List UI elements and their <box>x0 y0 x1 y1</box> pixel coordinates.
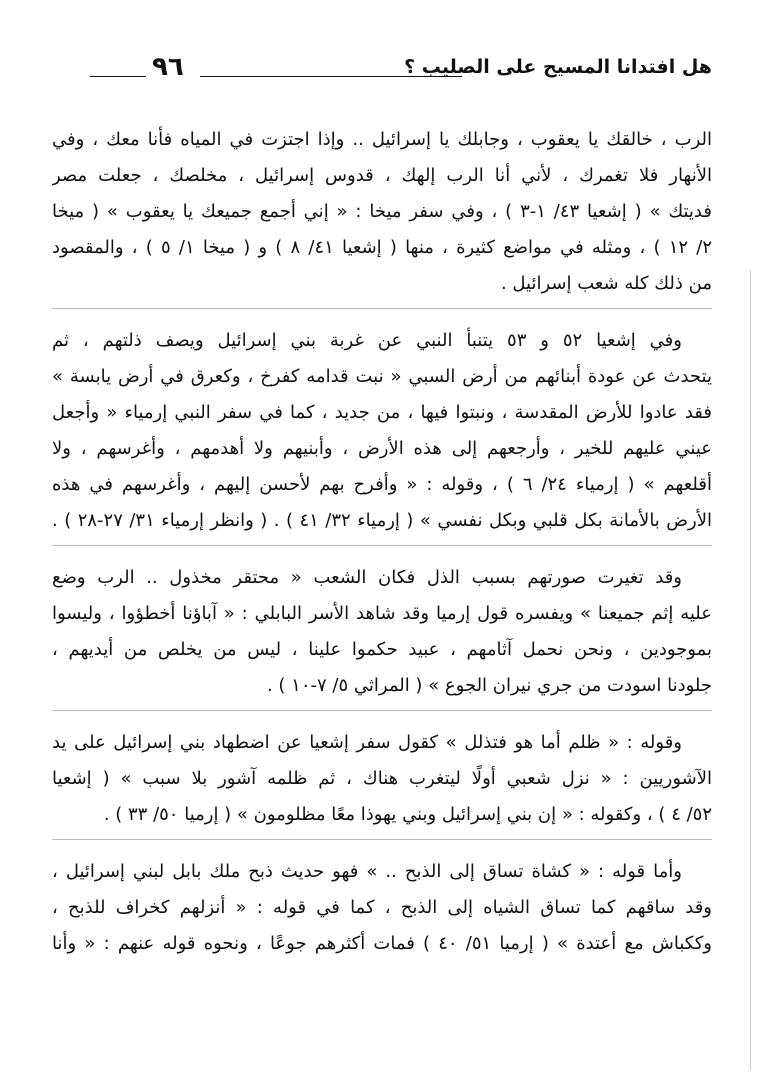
text-line: وقوله : « ظلم أما هو فتذلل » كقول سفر إشعيا عن اضطهاد بني إسرائيل على يد <box>52 732 682 753</box>
page-number-dash <box>90 76 146 77</box>
text-line: فديتك » ( إشعيا ٤٣/ ١-٣ ) ، وفي سفر ميخا : « إني أجمع جميعك يا يعقوب » ( ميخا <box>52 201 712 222</box>
text-line: عيني عليهم للخير ، وأرجعهم إلى هذه الأرض ، وأبنيهم ولا أهدمهم ، وأغرسهم ، ولا <box>52 438 712 459</box>
text-line: الآشوريين : « نزل شعبي أولًا ليتغرب هناك ، ثم ظلمه آشور بلا سبب » ( إشعيا <box>52 768 712 789</box>
text-line: الأرض بالأمانة بكل قلبي وبكل نفسي » ( إرمياء ٣٢/ ٤١ ) . ( وانظر إرمياء ٣١/ ٢٧-٢٨ ) . <box>52 510 712 531</box>
paragraph-2 <box>52 323 712 546</box>
text-line: من ذلك كله شعب إسرائيل . <box>500 273 712 294</box>
paragraph-1 <box>52 122 712 309</box>
text-line: أقلعهم » ( إرمياء ٢٤/ ٦ ) ، وقوله : « وأفرح بهم لأحسن إليهم ، وأغرسهم في هذه <box>52 474 712 495</box>
text-line: جلودنا اسودت من جري نيران الجوع » ( المراثي ٥/ ٧-١٠ ) . <box>266 675 712 696</box>
text-line: وأما قوله : « كشاة تساق إلى الذبح .. » فهو حديث ذبح ملك بابل لبني إسرائيل ، <box>52 861 682 882</box>
running-title: هل افتدانا المسيح على الصليب ؟ <box>404 56 712 78</box>
header-rule <box>200 76 462 77</box>
scan-edge-line <box>750 270 751 1070</box>
text-line: وقد تغيرت صورتهم بسبب الذل فكان الشعب « محتقر مخذول .. الرب وضع <box>52 567 682 588</box>
page-body <box>52 122 712 982</box>
text-line: ٥٢/ ٤ ) ، وكقوله : « إن بني إسرائيل وبني يهوذا معًا مظلومون » ( إرميا ٥٠/ ٣٣ ) . <box>103 804 712 825</box>
text-line: الأنهار فلا تغمرك ، لأني أنا الرب إلهك ، قدوس إسرائيل ، مخلصك ، جعلت مصر <box>52 165 712 186</box>
text-line: وفي إشعيا ٥٢ و ٥٣ يتنبأ النبي عن غربة بني إسرائيل ويصف ذلتهم ، ثم <box>52 330 682 351</box>
text-line: عليه إثم جميعنا » ويفسره قول إرميا وقد شاهد الأسر البابلي : « آباؤنا أخطؤوا ، وليسوا <box>52 603 712 624</box>
page-header <box>52 52 712 86</box>
page-number: ٩٦ <box>152 52 184 82</box>
text-line: وككباش مع أعتدة » ( إرميا ٥١/ ٤٠ ) فمات أكثرهم جوعًا ، ونحوه قوله عنهم : « وأنا <box>52 933 712 954</box>
text-line: بموجودين ، ونحن نحمل آثامهم ، عبيد حكموا علينا ، ليس من يخلص من أيديهم ، <box>52 639 712 660</box>
text-line: ٢/ ١٢ ) ، ومثله في مواضع كثيرة ، منها ( إشعيا ٤١/ ٨ ) و ( ميخا ١/ ٥ ) ، والمقصود <box>52 237 712 258</box>
paragraph-4 <box>52 725 712 840</box>
text-line: وقد ساقهم كما تساق الشياه إلى الذبح ، كما في قوله : « أنزلهم كخراف للذبح ، <box>52 897 712 918</box>
paragraph-5 <box>52 854 712 968</box>
paragraph-3 <box>52 560 712 711</box>
text-line: يتحدث عن عودة أبنائهم من أرض السبي « نبت قدامه كفرخ ، وكعرق في أرض يابسة » <box>52 366 712 387</box>
text-line: الرب ، خالقك يا يعقوب ، وجابلك يا إسرائيل .. وإذا اجتزت في المياه فأنا معك ، وفي <box>52 129 712 150</box>
text-line: فقد عادوا للأرض المقدسة ، ونبتوا فيها ، من جديد ، كما في سفر النبي إرمياء « وأجعل <box>52 402 712 423</box>
